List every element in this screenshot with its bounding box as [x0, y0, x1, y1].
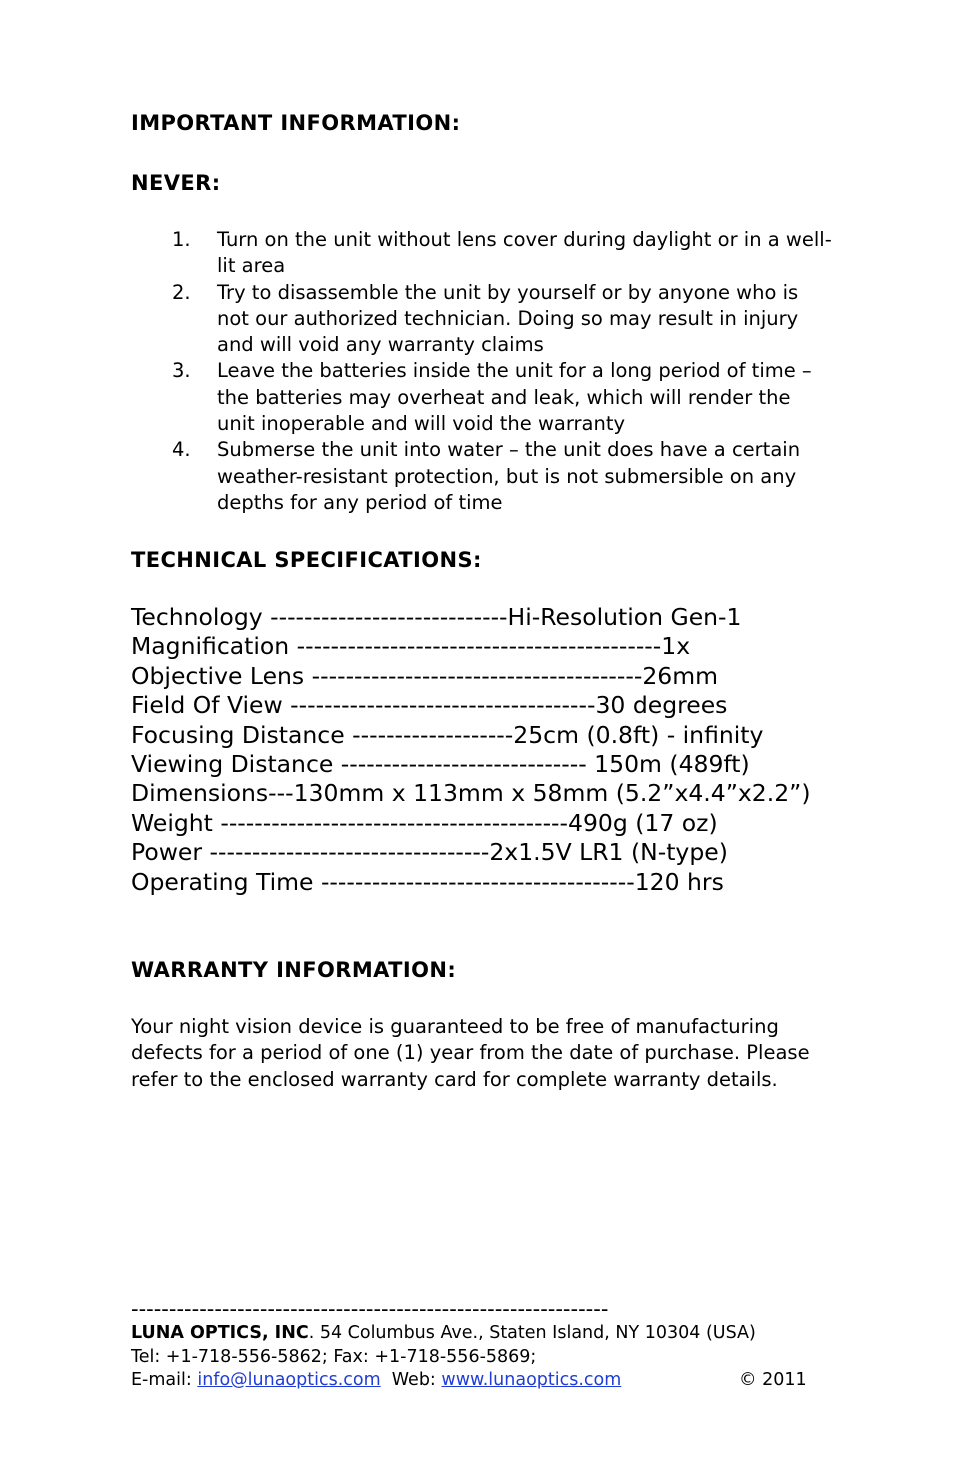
- spec-focusing-distance: Focusing Distance -------------------25cm (0.8ft) - infinity: [131, 720, 764, 749]
- spec-viewing-distance: Viewing Distance ----------------------------- 150m (489ft): [131, 750, 750, 779]
- footer-contact-line: [131, 1369, 851, 1393]
- spec-dimensions: Dimensions---130mm x 113mm x 58mm (5.2”x4.4”x2.2”): [131, 779, 811, 808]
- heading-important-information: IMPORTANT INFORMATION:: [131, 111, 461, 135]
- spec-magnification: Magnification -------------------------------------------1x: [131, 632, 691, 661]
- list-number: 4.: [172, 438, 191, 462]
- list-number: 1.: [172, 228, 191, 251]
- list-number: 3.: [172, 359, 191, 383]
- list-number: 2.: [172, 280, 191, 304]
- company-address: . 54 Columbus Ave., Staten Island, NY 10304 (USA): [308, 1323, 756, 1343]
- list-item: [172, 358, 832, 437]
- spec-list: [131, 603, 851, 897]
- spec-operating-time: Operating Time -------------------------------------120 hrs: [131, 867, 724, 896]
- list-item: [172, 227, 832, 280]
- web-link[interactable]: www.lunaoptics.com: [441, 1370, 622, 1390]
- spec-weight: Weight -----------------------------------------490g (17 oz): [131, 808, 718, 837]
- spec-technology: Technology ----------------------------Hi-Resolution Gen-1: [131, 603, 742, 631]
- footer: [131, 1296, 851, 1393]
- never-list: [172, 227, 832, 516]
- footer-phone-line: Tel: +1-718-556-5862; Fax: +1-718-556-5869;: [131, 1346, 537, 1367]
- list-item-text: Turn on the unit without lens cover during daylight or in a well-lit area: [217, 228, 832, 278]
- warranty-paragraph: Your night vision device is guaranteed to be free of manufacturing defects for a period of one (1) year from the date of purchase. Please refer to the enclosed warranty card for complete warranty details.: [131, 1015, 810, 1091]
- copyright: © 2011: [739, 1370, 807, 1390]
- list-item-text: Try to disassemble the unit by yourself or by anyone who is not our authorized technician. Doing so may result in injury and will void any warranty claims: [217, 280, 799, 357]
- heading-never: NEVER:: [131, 171, 221, 195]
- heading-warranty-information: WARRANTY INFORMATION:: [131, 958, 457, 982]
- list-item-text: Submerse the unit into water – the unit does have a certain weather-resistant protection, but is not submersible on any depths for any period of time: [217, 438, 801, 514]
- web-label: Web:: [391, 1370, 442, 1390]
- heading-technical-specifications: TECHNICAL SPECIFICATIONS:: [131, 548, 482, 572]
- spec-objective-lens: Objective Lens ---------------------------------------26mm: [131, 661, 719, 690]
- company-name: LUNA OPTICS, INC: [131, 1323, 309, 1343]
- spec-field-of-view: Field Of View ------------------------------------30 degrees: [131, 691, 728, 720]
- email-link[interactable]: info@lunaoptics.com: [197, 1370, 381, 1390]
- footer-separator: ---------------------------------------------------------------: [131, 1297, 609, 1321]
- footer-address-line: [131, 1322, 851, 1346]
- spec-power: Power ---------------------------------2x1.5V LR1 (N-type): [131, 838, 728, 867]
- list-item: [172, 280, 832, 359]
- list-item: [172, 437, 832, 516]
- email-label: E-mail:: [131, 1370, 198, 1390]
- list-item-text: Leave the batteries inside the unit for a long period of time – the batteries may overheat and leak, which will render the unit inoperable and will void the warranty: [217, 359, 812, 436]
